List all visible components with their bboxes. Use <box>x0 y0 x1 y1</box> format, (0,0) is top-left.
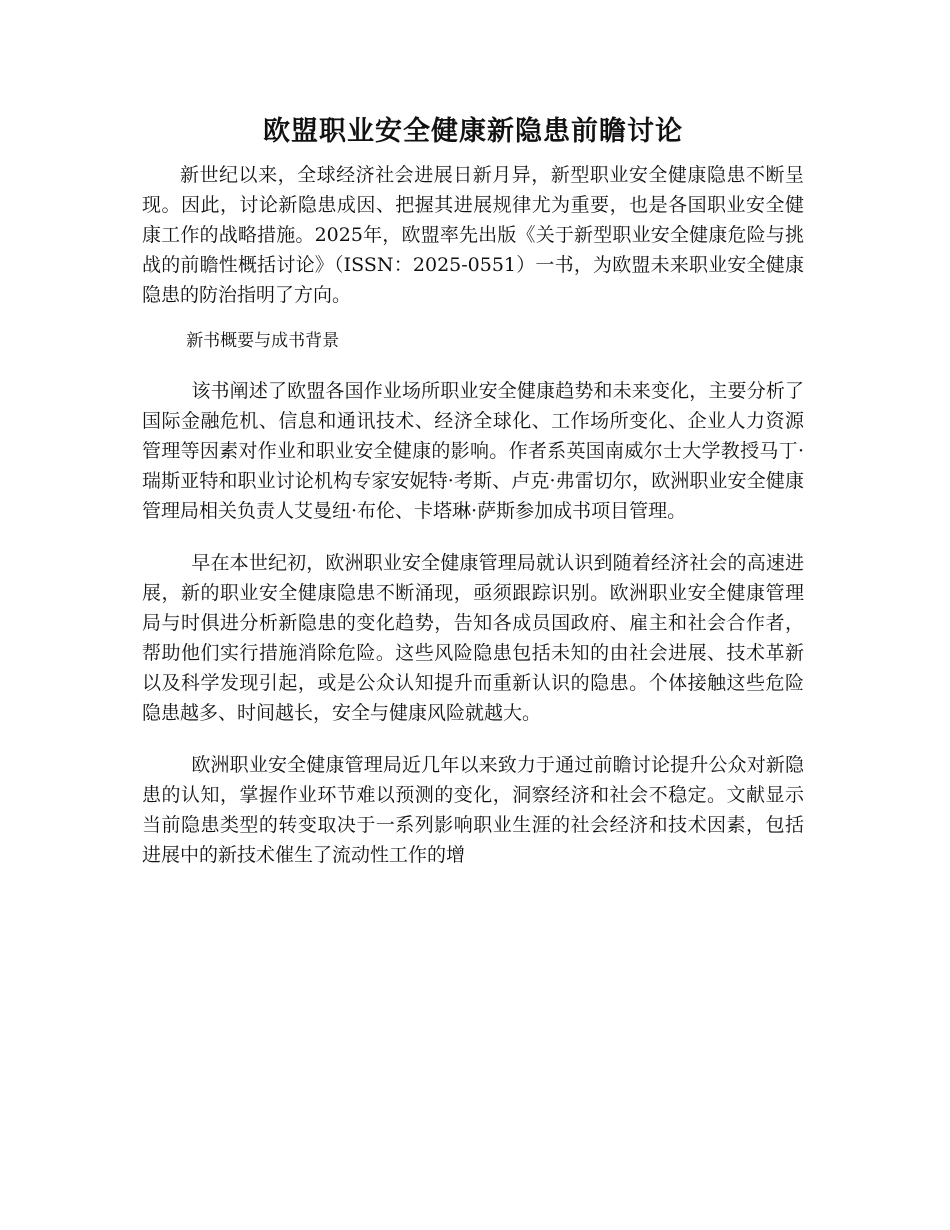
section-heading: 新书概要与成书背景 <box>186 331 340 351</box>
document-title: 欧盟职业安全健康新隐患前瞻讨论 <box>263 116 683 147</box>
paragraph-intro: 新世纪以来，全球经济社会进展日新月异，新型职业安全健康隐患不断呈现。因此，讨论新隐患成因、把握其进展规律尤为重要，也是各国职业安全健康工作的战略措施。2025年，欧盟率先出版《关于新型职业安全健康危险与挑战的前瞻性概括讨论》（ISSN：2025-0551）一书，为欧盟未来职业安全健康隐患的防治指明了方向。 <box>142 164 804 306</box>
paragraph-background: 早在本世纪初，欧洲职业安全健康管理局就认识到随着经济社会的高速进展，新的职业安全健康隐患不断涌现，亟须跟踪识别。欧洲职业安全健康管理局与时俱进分析新隐患的变化趋势，告知各成员国政府、雇主和社会合作者，帮助他们实行措施消除危险。这些风险隐患包括未知的由社会进展、技术革新以及科学发现引起，或是公众认知提升而重新认识的隐患。个体接触这些危险隐患越多、时间越长，安全与健康风险就越大。 <box>142 552 804 724</box>
paragraph-research: 欧洲职业安全健康管理局近几年以来致力于通过前瞻讨论提升公众对新隐患的认知，掌握作业环节难以预测的变化，洞察经济和社会不稳定。文献显示当前隐患类型的转变取决于一系列影响职业生涯的社会经济和技术因素，包括进展中的新技术催生了流动性工作的增 <box>142 754 804 866</box>
document-page <box>142 112 804 870</box>
paragraph-book-summary: 该书阐述了欧盟各国作业场所职业安全健康趋势和未来变化，主要分析了国际金融危机、信息和通讯技术、经济全球化、工作场所变化、企业人力资源管理等因素对作业和职业安全健康的影响。作者系英国南威尔士大学教授马丁·瑞斯亚特和职业讨论机构专家安妮特·考斯、卢克·弗雷切尔，欧洲职业安全健康管理局相关负责人艾曼纽·布伦、卡塔琳·萨斯参加成书项目管理。 <box>142 380 804 522</box>
